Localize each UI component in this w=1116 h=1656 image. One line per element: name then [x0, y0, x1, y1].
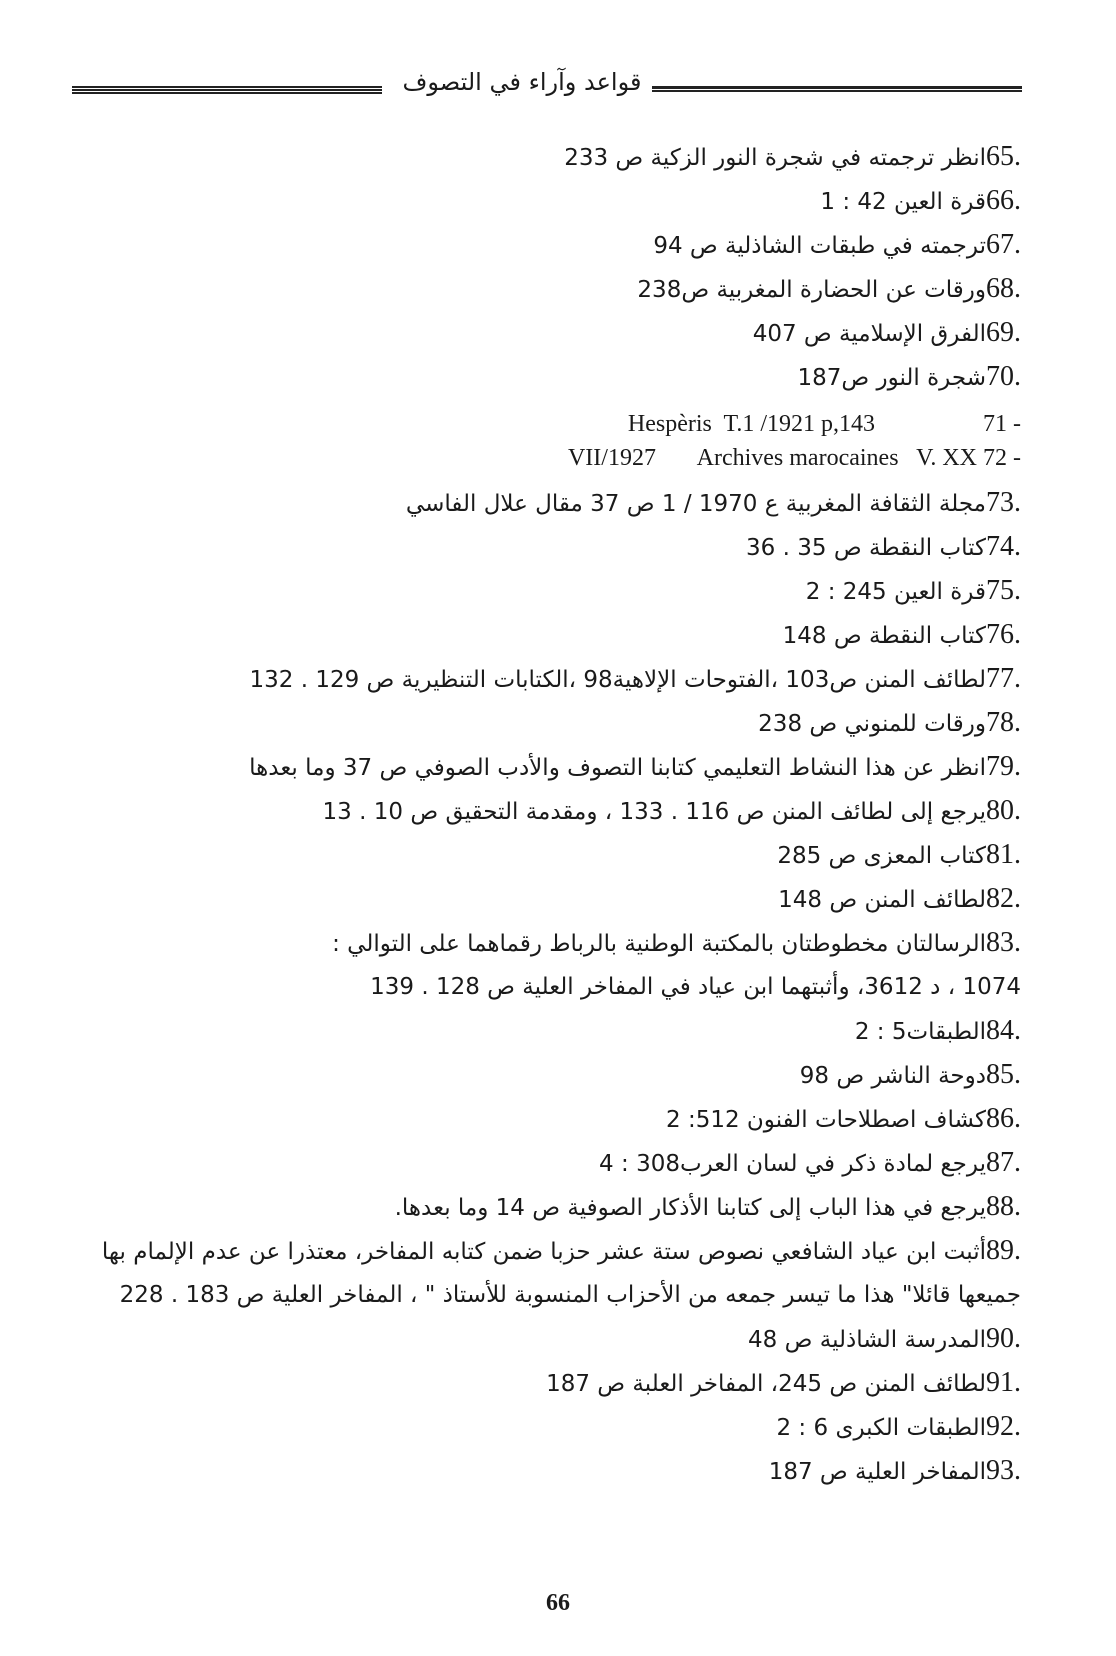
- note-93: .93المفاخر العلية ص 187: [768, 1455, 1021, 1486]
- note-69: .69الفرق الإسلامية ص 407: [752, 317, 1021, 348]
- note-70: .70شجرة النور ص187: [797, 361, 1021, 392]
- note-83-continuation: 1074 ، د 3612، وأثبتهما ابن عياد في المفاخر العلية ص 128 . 139: [370, 974, 1021, 1000]
- running-title: قواعد وآراء في التصوف: [402, 68, 642, 96]
- note-72: VII/1927 Archives marocaines V. XX 72 -: [567, 445, 1021, 471]
- note-92: .92الطبقات الكبرى 6 : 2: [776, 1411, 1021, 1442]
- note-83: .83الرسالتان مخطوطتان بالمكتبة الوطنية بالرباط رقماهما على التوالي :: [332, 927, 1021, 958]
- note-71: Hespèris T.1 /1921 p,143 71 -: [627, 411, 1021, 437]
- note-77: .77لطائف المنن ص103 ،الفتوحات الإلاهية98 ،الكتابات التنظيرية ص 129 . 132: [249, 663, 1021, 694]
- note-85: .85دوحة الناشر ص 98: [799, 1059, 1021, 1090]
- note-68: .68ورقات عن الحضارة المغربية ص238: [637, 273, 1021, 304]
- header-rule-right: [652, 86, 1022, 94]
- page-number: 66: [546, 1590, 570, 1616]
- note-75: .75قرة العين 245 : 2: [805, 575, 1021, 606]
- note-84: .84الطبقات5 : 2: [854, 1015, 1021, 1046]
- note-86: .86كشاف اصطلاحات الفنون 512: 2: [666, 1103, 1021, 1134]
- note-65: .65انظر ترجمته في شجرة النور الزكية ص 233: [564, 141, 1021, 172]
- note-89: .89أثبت ابن عياد الشافعي نصوص ستة عشر حزبا ضمن كتابه المفاخر، معتذرا عن عدم الإلمام بها: [101, 1235, 1021, 1266]
- note-79: .79انظر عن هذا النشاط التعليمي كتابنا التصوف والأدب الصوفي ص 37 وما بعدها: [249, 751, 1021, 782]
- note-73: .73مجلة الثقافة المغربية ع 1970 / 1 ص 37 مقال علال الفاسي: [405, 487, 1021, 518]
- note-67: .67ترجمته في طبقات الشاذلية ص 94: [653, 229, 1021, 260]
- page-header: [72, 68, 1022, 108]
- note-74: .74كتاب النقطة ص 35 . 36: [746, 531, 1021, 562]
- note-90: .90المدرسة الشاذلية ص 48: [748, 1323, 1021, 1354]
- note-88: .88يرجع في هذا الباب إلى كتابنا الأذكار الصوفية ص 14 وما بعدها.: [394, 1191, 1021, 1222]
- note-89-continuation: جميعها قائلا" هذا ما تيسر جمعه من الأحزاب المنسوبة للأستاذ " ، المفاخر العلية ص 183 . 228: [119, 1282, 1021, 1308]
- note-91: .91لطائف المنن ص 245، المفاخر العلبة ص 187: [546, 1367, 1021, 1398]
- note-87: .87يرجع لمادة ذكر في لسان العرب308 : 4: [599, 1147, 1021, 1178]
- header-rule-left: [72, 86, 382, 94]
- note-76: .76كتاب النقطة ص 148: [782, 619, 1021, 650]
- note-78: .78ورقات للمنوني ص 238: [758, 707, 1021, 738]
- note-81: .81كتاب المعزى ص 285: [777, 839, 1021, 870]
- note-66: .66قرة العين 42 : 1: [820, 185, 1021, 216]
- note-80: .80يرجع إلى لطائف المنن ص 116 . 133 ، ومقدمة التحقيق ص 10 . 13: [322, 795, 1021, 826]
- endnotes-list: [71, 135, 1021, 1493]
- note-82: .82لطائف المنن ص 148: [778, 883, 1021, 914]
